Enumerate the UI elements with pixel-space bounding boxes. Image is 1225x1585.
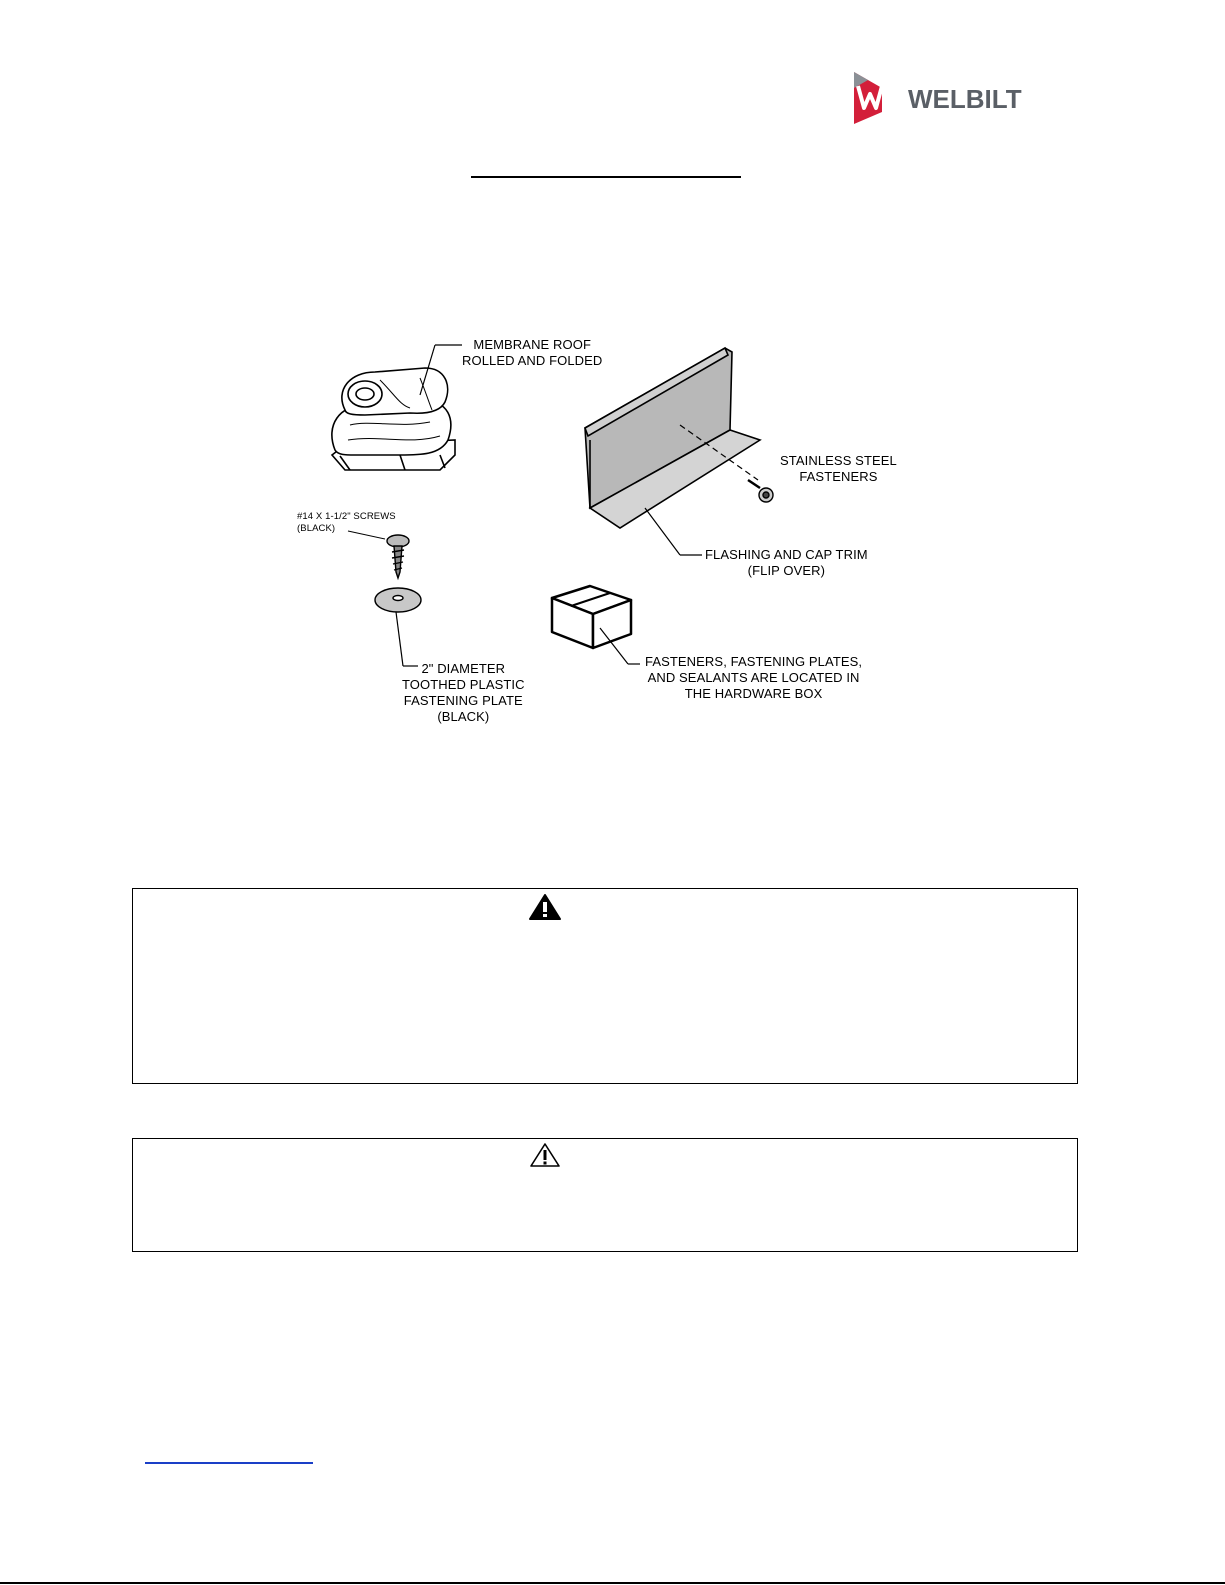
callout-stainless-fasteners: STAINLESS STEEL FASTENERS [780, 453, 897, 484]
warning-filled-icon [528, 893, 562, 921]
flashing-illustration [585, 348, 760, 528]
warning-outline-icon [528, 1141, 562, 1169]
fastening-plate-illustration [375, 588, 421, 612]
hardware-box-illustration [552, 586, 631, 648]
page-bottom-rule [0, 1582, 1225, 1584]
roof-kit-diagram [0, 0, 1225, 760]
callout-flashing: FLASHING AND CAP TRIM (FLIP OVER) [705, 547, 868, 578]
callout-screws: #14 X 1-1/2" SCREWS (BLACK) [297, 511, 396, 534]
caution-box [132, 1138, 1078, 1252]
callout-hardware-box: FASTENERS, FASTENING PLATES, AND SEALANTS ARE LOCATED IN THE HARDWARE BOX [645, 654, 863, 701]
membrane-roof-illustration [332, 368, 455, 470]
footer-link-underline[interactable] [145, 1462, 313, 1464]
danger-box [132, 888, 1078, 1084]
callout-fastening-plate: 2" DIAMETER TOOTHED PLASTIC FASTENING PLATE (BLACK) [402, 661, 525, 724]
logo-wordmark: WELBILT [908, 84, 1022, 114]
stainless-fastener-illustration [748, 480, 773, 502]
screw-illustration [387, 535, 409, 578]
callout-membrane-roof: MEMBRANE ROOF ROLLED AND FOLDED [462, 337, 603, 368]
